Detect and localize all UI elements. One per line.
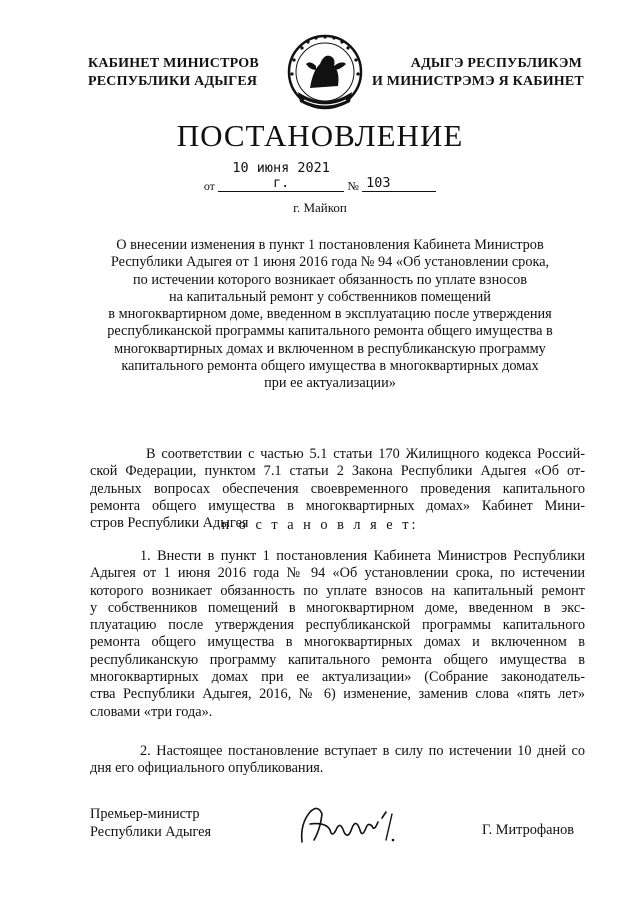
subject-line: в многоквартирном доме, введенном в эксплуатацию после утверждения <box>108 306 552 323</box>
item-1-paragraph <box>90 548 585 721</box>
position-line: Премьер-министр <box>90 806 200 822</box>
document-date: 10 июня 2021 г. <box>218 161 344 192</box>
header-left-line-1: КАБИНЕТ МИНИСТРОВ <box>88 56 259 71</box>
paragraph-line: ремонта общего имущества в многоквартирных домах» Кабинет Мини- <box>90 497 585 514</box>
document-title: ПОСТАНОВЛЕНИЕ <box>176 118 464 153</box>
paragraph-line: стров Республики Адыгея <box>90 515 249 532</box>
paragraph-line: В соответствии с частью 5.1 статьи 170 Жилищного кодекса Россий- <box>146 446 585 462</box>
date-from-label: от <box>203 179 215 193</box>
header-right-line-2: И МИНИСТРЭМЭ Я КАБИНЕТ <box>372 74 584 89</box>
paragraph-line: ской Федерации, пунктом 7.1 статьи 2 Закона Республики Адыгея «Об от- <box>90 463 585 480</box>
document-subject <box>90 237 570 393</box>
subject-line: по истечении которого возникает обязанность по уплате взносов <box>133 271 527 288</box>
header-left-line-2: РЕСПУБЛИКИ АДЫГЕЯ <box>88 74 258 89</box>
paragraph-line: Адыгея от 1 июня 2016 года № 94 «Об установлении срока, по истечении <box>90 565 585 582</box>
resolves-heading: п о с т а н о в л я е т: <box>221 517 419 533</box>
subject-line: многоквартирных домах и включенном в республиканскую программу <box>114 340 546 357</box>
position-line: Республики Адыгея <box>90 824 212 840</box>
date-line <box>0 161 640 194</box>
paragraph-line: словами «три года». <box>90 703 213 720</box>
paragraph-line: 1. Внести в пункт 1 постановления Кабинета Министров Республики <box>140 548 585 564</box>
paragraph-line: у собственников помещений в многоквартирном доме, введенном в экс- <box>90 599 585 616</box>
item-2-paragraph <box>90 743 585 778</box>
number-label: № <box>347 179 359 193</box>
header-left <box>88 55 288 91</box>
paragraph-line: ства Республики Адыгея, 2016, № 6) изменение, заменив слова «пять лет» <box>90 686 585 703</box>
subject-line: Республики Адыгея от 1 июня 2016 года № 94 «Об установлении срока, <box>110 254 550 271</box>
paragraph-line: республиканскую программу капитального ремонта общего имущества в <box>90 651 585 668</box>
subject-line: на капитальный ремонт у собственников помещений <box>169 288 491 305</box>
paragraph-line: дня его официального опубликования. <box>90 760 324 777</box>
subject-line: О внесении изменения в пункт 1 постановления Кабинета Министров <box>116 237 544 253</box>
city: г. Майкоп <box>293 200 347 215</box>
signatory-name: Г. Митрофанов <box>482 822 575 838</box>
document-number: 103 <box>362 176 436 192</box>
handwritten-signature <box>296 800 406 850</box>
header-right <box>372 55 582 91</box>
paragraph-line: ремонта общего имущества в многоквартирных домах и включенном в <box>90 634 585 651</box>
subject-line: при ее актуализации» <box>264 375 396 392</box>
subject-line: республиканской программы капитального ремонта общего имущества в <box>107 323 553 340</box>
signatory-position <box>90 805 211 841</box>
coat-of-arms-icon <box>280 30 370 120</box>
paragraph-line: плуатацию после утверждения республиканской программы капитального <box>90 617 585 634</box>
paragraph-line: дельных вопросах обеспечения своевременного проведения капитального <box>90 480 585 497</box>
paragraph-line: 2. Настоящее постановление вступает в силу по истечении 10 дней со <box>140 743 585 759</box>
header-right-line-1: АДЫГЭ РЕСПУБЛИКЭМ <box>410 56 582 71</box>
subject-line: капитального ремонта общего имущества в многоквартирных домах <box>121 358 539 375</box>
paragraph-line: которого возникает обязанность по уплате взносов на капитальный ремонт <box>90 582 585 599</box>
paragraph-line: многоквартирных домах при ее актуализации» (Собрание законодатель- <box>90 669 585 686</box>
